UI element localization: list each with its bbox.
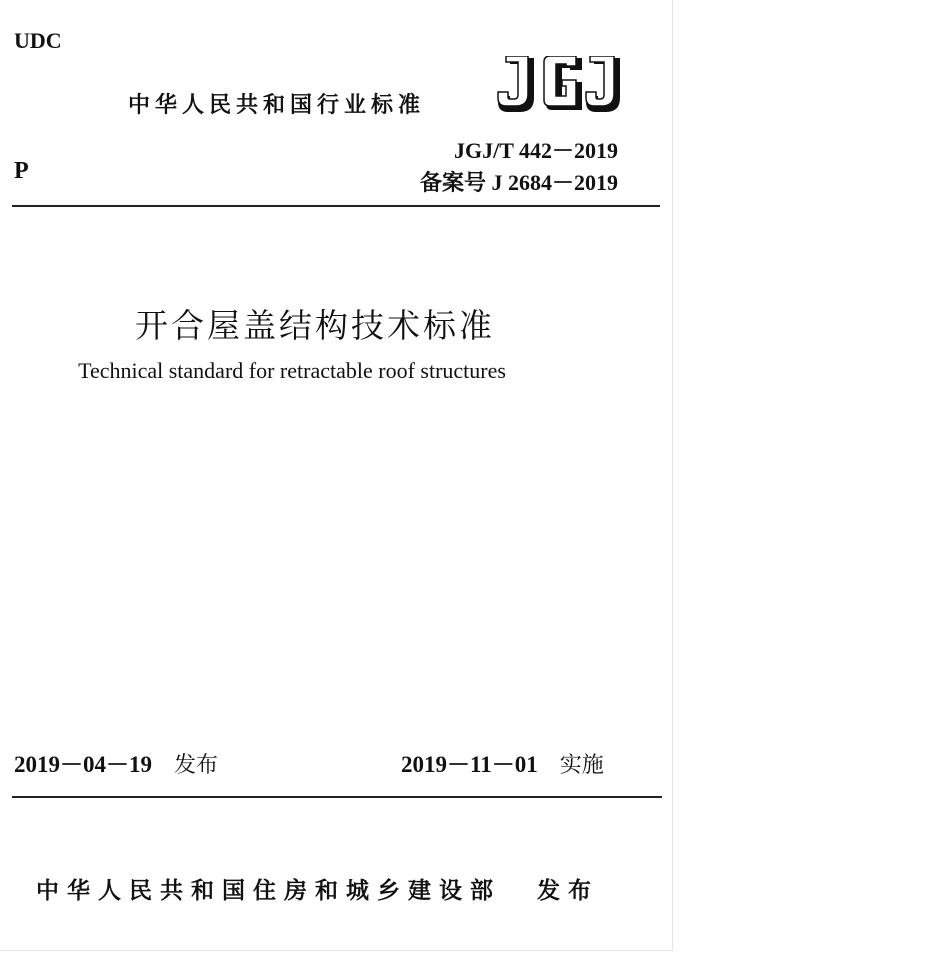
implement-label: 实施 [559,753,604,778]
standard-type-label: 中华人民共和国行业标准 [128,93,426,118]
classification-label: P [14,158,29,184]
standard-code: JGJ/T 442－2019 [453,138,618,163]
udc-label: UDC [14,28,62,53]
top-divider [12,205,660,207]
document-title-chinese: 开合屋盖结构技术标准 [135,306,495,345]
publish-label: 发布 [174,753,219,778]
implement-date-row [401,746,604,779]
publish-date: 2019－04－19 [14,752,152,777]
implement-date: 2019－11－01 [401,752,538,777]
issuer-name: 中华人民共和国住房和城乡建设部 [36,878,501,904]
document-title-english: Technical standard for retractable roof structures [78,358,506,383]
jgj-logo [496,56,624,116]
issuer-verb: 发布 [537,878,599,904]
issuer-line [36,872,599,905]
bottom-divider [12,796,662,798]
record-number: 备案号 J 2684－2019 [419,170,618,195]
publish-date-row [14,746,218,779]
